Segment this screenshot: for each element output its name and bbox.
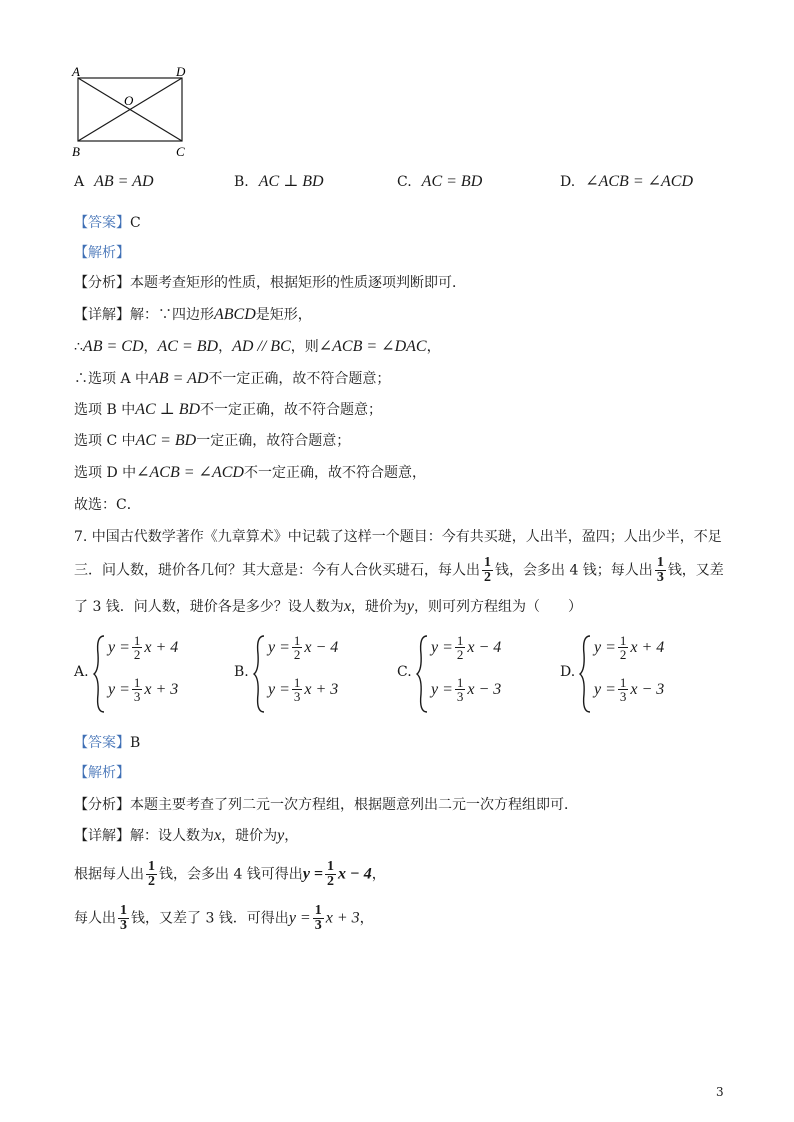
q7-analysis-tag: 【解析】	[74, 765, 130, 781]
q6-answer: 【答案】C	[74, 215, 141, 231]
q6-line-b: 选项 B 中AC ⊥ BD不一定正确，故不符合题意；	[74, 401, 383, 418]
q6-line-2: ∴AB = CD，AC = BD，AD // BC，则∠ACB = ∠DAC，	[74, 338, 441, 355]
center-label-o: O	[124, 93, 134, 108]
left-brace-icon	[92, 634, 106, 714]
vertex-label-d: D	[176, 64, 186, 79]
vertex-label-c: C	[176, 144, 185, 159]
answer-tag: 【答案】	[74, 215, 130, 231]
q7-option-b: B. y = $\frac{1}{2}$ x − 4 y = $\frac{1}{3}$ x + 3	[234, 634, 384, 714]
rectangle-figure	[66, 62, 196, 162]
q6-option-c: C. AC = BD	[397, 173, 483, 190]
left-brace-icon	[252, 634, 266, 714]
q7-fenxi: 【分析】本题主要考查了列二元一次方程组，根据题意列出二元一次方程组即可．	[74, 797, 578, 813]
q6-option-a: A AB = AD	[74, 173, 154, 190]
left-brace-icon	[578, 634, 592, 714]
q6-line-a: ∴选项 A 中AB = AD不一定正确，故不符合题意；	[74, 370, 391, 387]
vertex-label-a: A	[72, 64, 80, 79]
q6-fenxi: 【分析】本题考查矩形的性质，根据矩形的性质逐项判断即可．	[74, 275, 466, 291]
q6-option-d: D. ∠ACB = ∠ACD	[560, 173, 694, 190]
vertex-label-b: B	[72, 144, 80, 159]
page-number: 3	[716, 1085, 724, 1099]
q6-choose: 故选：C．	[74, 497, 141, 513]
q6-analysis-tag: 【解析】	[74, 245, 130, 261]
q6-xiangjie: 【详解】解：∵四边形ABCD是矩形，	[74, 306, 312, 323]
q7-line-2: 根据每人出 $\frac{1}{2}$ 钱，会多出 4 钱可得出y = $\frac{1}{2}$ x − 4，	[74, 859, 386, 889]
q7-stem-line-2: 三．问人数，琎价各几何？其大意是：今有人合伙买琎石，每人出 $\frac{1}{2}$ 钱，会多出 4 钱；每人出 $\frac{1}{3}$ 钱，又差	[74, 555, 724, 585]
q7-option-a: A. y = $\frac{1}{2}$ x + 4 y = $\frac{1}{3}$ x + 3	[74, 634, 224, 714]
q7-option-c: C. y = $\frac{1}{2}$ x − 4 y = $\frac{1}{3}$ x − 3	[397, 634, 547, 714]
left-brace-icon	[415, 634, 429, 714]
q7-line-3: 每人出 $\frac{1}{3}$ 钱，又差了 3 钱．可得出y = $\frac{1}{3}$ x + 3，	[74, 903, 374, 933]
q7-stem-line-1: 7. 中国古代数学著作《九章算术》中记载了这样一个题目：今有共买琎，人出半，盈四；人出少半，不足	[74, 529, 722, 545]
q7-option-d: D. y = $\frac{1}{2}$ x + 4 y = $\frac{1}{3}$ x − 3	[560, 634, 710, 714]
q7-stem-line-3: 了 3 钱．问人数，琎价各是多少？设人数为x，琎价为y，则可列方程组为（ ）	[74, 598, 583, 615]
q6-line-d: 选项 D 中∠ACB = ∠ACD不一定正确，故不符合题意，	[74, 464, 426, 481]
answer-tag: 【答案】	[74, 735, 130, 751]
q7-xiangjie: 【详解】解：设人数为x，琎价为y，	[74, 827, 299, 844]
q6-option-b: B. AC ⊥ BD	[234, 173, 324, 190]
q6-line-c: 选项 C 中AC = BD一定正确，故符合题意；	[74, 432, 351, 449]
q7-answer: 【答案】B	[74, 735, 141, 751]
